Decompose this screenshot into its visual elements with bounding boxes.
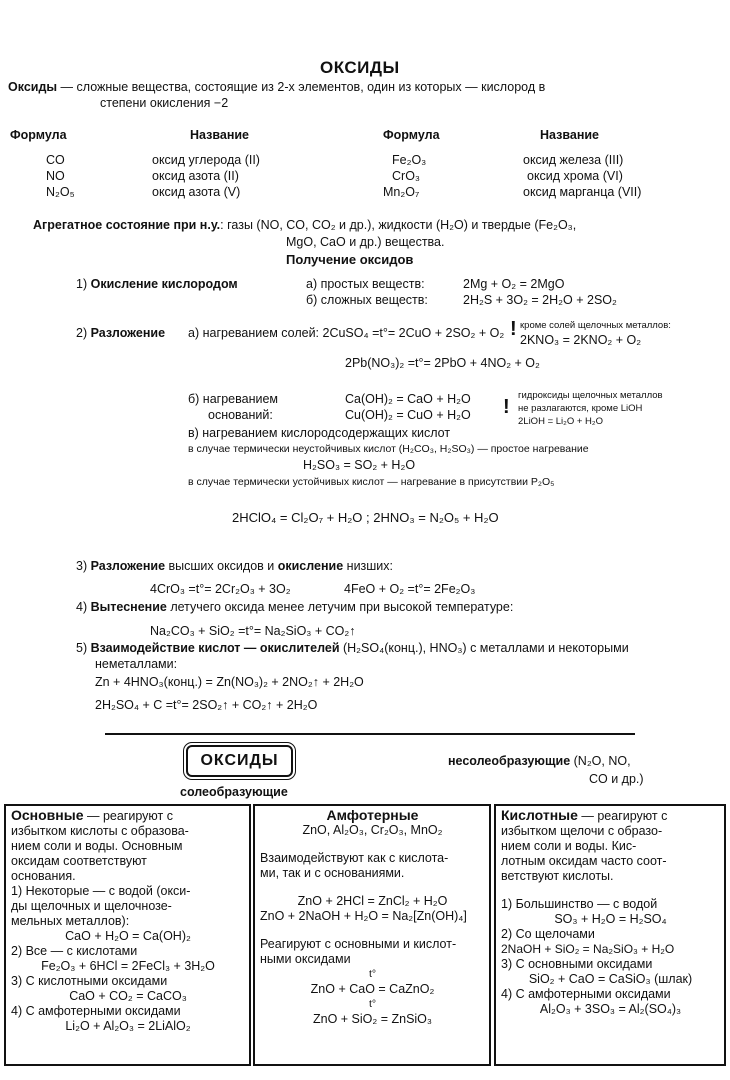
method-2-num: 2) <box>76 326 88 340</box>
method-2 <box>76 326 165 340</box>
acid-line-8: 2NaOH + SiO₂ = Na₂SiO₃ + H₂O <box>501 942 675 956</box>
method-2c-text-1: в случае термически неустойчивых кислот (H₂CO₃, H₂SO₃) — простое нагревание <box>188 443 589 455</box>
acid-line-2: нием соли и воды. Кис- <box>501 839 637 853</box>
method-2b-label-2: оснований: <box>208 408 273 422</box>
acid-line-11: 4) С амфотерными оксидами <box>501 987 671 1001</box>
amph-line-1: Взаимодействуют как с кислота- <box>260 851 449 865</box>
method-1-name: Окисление кислородом <box>90 277 238 291</box>
method-3-eq1: 4CrO₃ =t°= 2Cr₂O₃ + 3O₂ <box>150 582 291 596</box>
basic-line-5: 1) Некоторые — с водой (окси- <box>11 884 191 898</box>
acid-line-7: 2) Со щелочами <box>501 927 595 941</box>
col-formula-left: Формула <box>10 128 67 142</box>
amph-line-5: Реагируют с основными и кислот- <box>260 937 457 951</box>
method-5-text: (H₂SO₄(конц.), HNO₃) с металлами и некоторыми <box>339 641 629 655</box>
method-1a-eq: 2Mg + O₂ = 2MgO <box>463 277 565 291</box>
method-2c-eq2: 2HClO₄ = Cl₂O₇ + H₂O ; 2HNO₃ = N₂O₅ + H₂O <box>232 510 499 525</box>
method-3-eq2: 4FeO + O₂ =t°= 2Fe₂O₃ <box>344 582 476 596</box>
method-3-num: 3) <box>76 559 88 573</box>
method-5-text-2: неметаллами: <box>95 657 178 671</box>
acid-line-6: SO₃ + H₂O = H₂SO₄ <box>554 912 667 926</box>
name-no: оксид азота (II) <box>152 169 239 183</box>
col-name-right: Название <box>540 128 600 142</box>
method-5 <box>76 641 629 655</box>
non-salt-label: несолеобразующие <box>448 754 571 768</box>
method-3-a: Разложение <box>90 559 166 573</box>
method-2b-eq2: Cu(OH)₂ = CuO + H₂O <box>345 408 471 422</box>
method-4-eq: Na₂CO₃ + SiO₂ =t°= Na₂SiO₃ + CO₂↑ <box>150 624 356 638</box>
acid-line-0-text: — реагируют с <box>577 809 668 823</box>
amphoteric-oxides-box <box>253 804 491 1066</box>
amph-line-2: ми, так и с основаниями. <box>260 866 405 880</box>
basic-line-8: CaO + H₂O = Ca(OH)₂ <box>65 929 191 943</box>
method-2c-text-2: в случае термически устойчивых кислот — нагревание в присутствии P₂O₅ <box>188 476 555 488</box>
formula-cro3: CrO₃ <box>392 169 421 183</box>
oxides-root-box: ОКСИДЫ <box>186 745 293 777</box>
definition-line-2: степени окисления −2 <box>100 96 229 110</box>
basic-title: Основные <box>11 807 84 823</box>
formula-no: NO <box>46 169 65 183</box>
acid-line-5: 1) Большинство — с водой <box>501 897 658 911</box>
basic-line-0 <box>11 808 245 824</box>
basic-line-11: 3) С кислотными оксидами <box>11 974 168 988</box>
acidic-oxides-box <box>494 804 726 1066</box>
basic-line-4: основания. <box>11 869 76 883</box>
col-formula-right: Формула <box>383 128 440 142</box>
definition-term: Оксиды <box>8 80 58 94</box>
method-1-num: 1) <box>76 277 88 291</box>
method-2a: а) нагреванием солей: 2CuSO₄ =t°= 2CuO + 2SO₂ + O₂ <box>188 326 505 340</box>
basic-line-6: ды щелочных и щелочнозе- <box>11 899 172 913</box>
amph-line-8: ZnO + CaO = CaZnO₂ <box>310 982 435 996</box>
classification-arrows <box>0 735 730 805</box>
basic-line-2: нием соли и воды. Основным <box>11 839 183 853</box>
amph-line-9: t° <box>368 998 377 1010</box>
non-salt-examples-1: (N₂O, NO, <box>570 754 631 768</box>
method-4-text: летучего оксида менее летучим при высокой температуре: <box>166 600 514 614</box>
method-1 <box>76 277 238 291</box>
aggregate-line-2: MgO, CaO и др.) вещества. <box>286 235 445 249</box>
acid-line-4: ветствуют кислоты. <box>501 869 614 883</box>
method-2b-note-3: 2LiOH = Li₂O + H₂O <box>518 416 603 427</box>
col-name-left: Название <box>190 128 250 142</box>
name-mn2o7: оксид марганца (VII) <box>523 185 642 199</box>
formula-mn2o7: Mn₂O₇ <box>383 185 420 199</box>
method-1b-eq: 2H₂S + 3O₂ = 2H₂O + 2SO₂ <box>463 293 617 307</box>
amph-line-6: ными оксидами <box>260 952 351 966</box>
method-4-name: Вытеснение <box>90 600 167 614</box>
method-5-eq2: 2H₂SO₄ + C =t°= 2SO₂↑ + CO₂↑ + 2H₂O <box>95 698 318 712</box>
basic-line-7: мельных металлов): <box>11 914 130 928</box>
acid-title: Кислотные <box>501 807 578 823</box>
amph-line-0: ZnO, Al₂O₃, Cr₂O₃, MnO₂ <box>302 823 443 837</box>
non-salt-examples-2: CO и др.) <box>589 772 644 786</box>
aggregate-text-1: : газы (NO, CO, CO₂ и др.), жидкости (H₂O) и твердые (Fe₂O₃, <box>220 218 577 232</box>
salt-forming-label: солеобразующие <box>180 785 288 799</box>
method-2c-eq1: H₂SO₃ = SO₂ + H₂O <box>303 458 416 472</box>
aggregate-label: Агрегатное состояние при н.у. <box>33 218 221 232</box>
amphoteric-oxides-content <box>260 808 485 1027</box>
name-cro3: оксид хрома (VI) <box>527 169 623 183</box>
basic-oxides-content <box>11 808 245 1034</box>
method-5-num: 5) <box>76 641 88 655</box>
acid-line-12: Al₂O₃ + 3SO₃ = Al₂(SO₄)₃ <box>539 1002 682 1016</box>
acid-line-1: избытком щелочи с образо- <box>501 824 663 838</box>
method-2a-note-eq: 2KNO₃ = 2KNO₂ + O₂ <box>520 333 642 347</box>
non-salt-line-1 <box>448 754 631 768</box>
basic-line-1: избытком кислоты с образова- <box>11 824 189 838</box>
basic-line-10: Fe₂O₃ + 6HCl = 2FeCl₃ + 3H₂O <box>41 959 215 973</box>
formula-n2o5: N₂O₅ <box>46 185 75 199</box>
name-co: оксид углерода (II) <box>152 153 260 167</box>
acidic-oxides-content <box>501 808 720 1017</box>
warning-mark-2: ! <box>503 396 510 418</box>
method-3-d: низших: <box>343 559 394 573</box>
amph-line-3: ZnO + 2HCl = ZnCl₂ + H₂O <box>297 894 448 908</box>
method-2b-note-2: не разлагаются, кроме LiOH <box>518 403 643 414</box>
amph-title: Амфотерные <box>326 807 419 823</box>
aggregate-line-1 <box>33 218 576 232</box>
method-2b-eq1: Ca(OH)₂ = CaO + H₂O <box>345 392 471 406</box>
basic-line-3: оксидам соответствуют <box>11 854 147 868</box>
acid-line-9: 3) С основными оксидами <box>501 957 653 971</box>
method-5-eq1: Zn + 4HNO₃(конц.) = Zn(NO₃)₂ + 2NO₂↑ + 2H₂O <box>95 675 364 689</box>
method-3 <box>76 559 393 573</box>
method-2b-note-1: гидроксиды щелочных металлов <box>518 390 663 401</box>
basic-line-13: 4) С амфотерными оксидами <box>11 1004 181 1018</box>
basic-line-14: Li₂O + Al₂O₃ = 2LiAlO₂ <box>65 1019 191 1033</box>
method-1b-label: б) сложных веществ: <box>306 293 428 307</box>
obtaining-title: Получение оксидов <box>286 252 414 267</box>
method-1a-label: а) простых веществ: <box>306 277 425 291</box>
formula-co: CO <box>46 153 65 167</box>
method-2-name: Разложение <box>90 326 166 340</box>
page-title: ОКСИДЫ <box>320 58 400 77</box>
method-3-b: высших оксидов и <box>165 559 278 573</box>
method-2a-eq2: 2Pb(NO₃)₂ =t°= 2PbO + 4NO₂ + O₂ <box>345 356 540 370</box>
definition-text-1: — сложные вещества, состоящие из 2-х элементов, один из которых — кислород в <box>57 80 546 94</box>
basic-line-9: 2) Все — с кислотами <box>11 944 138 958</box>
method-4-num: 4) <box>76 600 88 614</box>
basic-oxides-box <box>4 804 251 1066</box>
warning-mark-1: ! <box>510 318 517 340</box>
name-fe2o3: оксид железа (III) <box>523 153 624 167</box>
acid-line-0 <box>501 808 720 824</box>
basic-line-12: CaO + CO₂ = CaCO₃ <box>69 989 187 1003</box>
method-2b-label-1: б) нагреванием <box>188 392 278 406</box>
amph-line-10: ZnO + SiO₂ = ZnSiO₃ <box>312 1012 432 1026</box>
method-2a-note: кроме солей щелочных металлов: <box>520 320 671 331</box>
method-4 <box>76 600 513 614</box>
basic-line-0-text: — реагируют с <box>83 809 173 823</box>
method-5-name: Взаимодействие кислот — окислителей <box>90 641 340 655</box>
amph-line-4: ZnO + 2NaOH + H₂O = Na₂[Zn(OH)₄] <box>260 909 467 923</box>
acid-line-3: лотным оксидам часто соот- <box>501 854 667 868</box>
method-3-c: окисление <box>277 559 344 573</box>
amph-line-7: t° <box>368 968 377 980</box>
formula-fe2o3: Fe₂O₃ <box>392 153 427 167</box>
name-n2o5: оксид азота (V) <box>152 185 241 199</box>
acid-line-10: SiO₂ + CaO = CaSiO₃ (шлак) <box>528 972 693 986</box>
method-2c: в) нагреванием кислородсодержащих кислот <box>188 426 451 440</box>
definition-line-1 <box>8 80 545 94</box>
